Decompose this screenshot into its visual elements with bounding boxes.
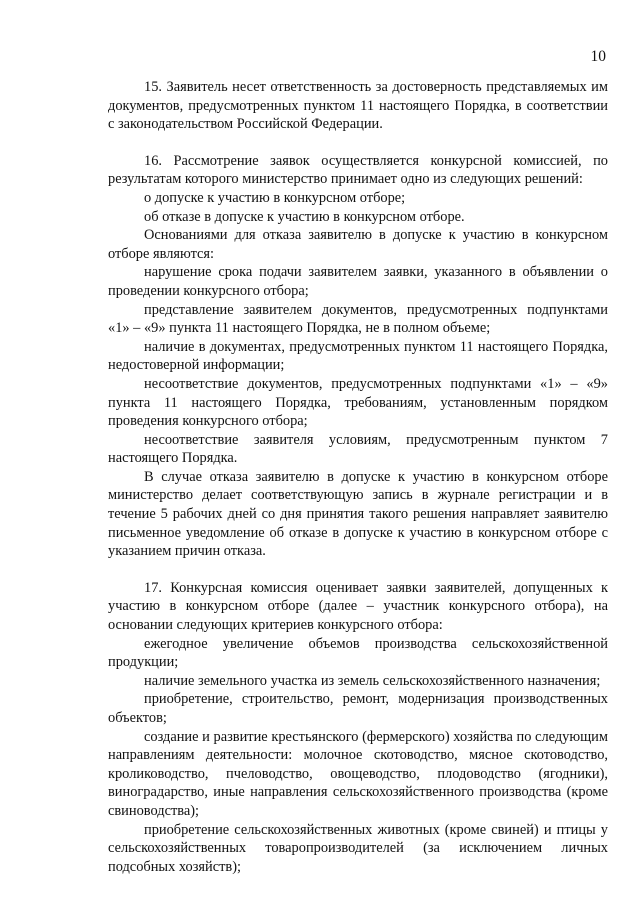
paragraph: о допуске к участию в конкурсном отборе; <box>144 189 406 206</box>
paragraph: нарушение срока подачи заявителем заявки, указанного в объявлении о проведении конкурсного отбора; <box>108 264 608 299</box>
paragraph: 17. Конкурсная комиссия оценивает заявки заявителей, допущенных к участию в конкурсном отборе (далее – участник конкурсного отбора), на основании следующих критериев конкурсного отбора: <box>108 579 608 634</box>
paragraph: 15. Заявитель несет ответственность за достоверность представляемых им документов, предусмотренных пунктом 11 настоящего Порядка, в соответствии с законодательством Российской Федерации. <box>108 79 608 133</box>
paragraph: об отказе в допуске к участию в конкурсном отборе. <box>144 208 465 225</box>
paragraph: наличие в документах, предусмотренных пунктом 11 настоящего Порядка, недостоверной информации; <box>108 338 608 374</box>
paragraph: Основаниями для отказа заявителю в допуске к участию в конкурсном отборе являются: <box>108 227 608 262</box>
paragraph: несоответствие заявителя условиям, предусмотренным пунктом 7 настоящего Порядка. <box>108 431 608 467</box>
document-body <box>108 78 608 876</box>
paragraph: наличие земельного участка из земель сельскохозяйственного назначения; <box>144 672 601 689</box>
paragraph: В случае отказа заявителю в допуске к участию в конкурсном отборе министерство делает соответствующую запись в журнале регистрации и в течение 5 рабочих дней со дня принятия такого решения направляет заявителю письменное уведомление об отказе в допуске к участию в конкурсном отборе с указанием причин отказа. <box>108 468 608 560</box>
paragraph: создание и развитие крестьянского (фермерского) хозяйства по следующим направлениям деятельности: молочное скотоводство, мясное скотоводство, кролиководство, пчеловодство, овощеводство, плодоводство (ягодники), виноградарство, иные направления сельскохозяйственного производства (кроме свиноводства); <box>108 728 608 819</box>
page-number: 10 <box>590 48 606 65</box>
paragraph: 16. Рассмотрение заявок осуществляется конкурсной комиссией, по результатам которого министерство принимает одно из следующих решений: <box>108 152 608 188</box>
paragraph: приобретение сельскохозяйственных животных (кроме свиней) и птицы у сельскохозяйственных товаропроизводителей (за исключением личных подсобных хозяйств); <box>108 821 608 875</box>
paragraph: несоответствие документов, предусмотренных подпунктами «1» – «9» пункта 11 настоящего Порядка, требованиям, установленным порядком проведения конкурсного отбора; <box>108 375 608 430</box>
paragraph: приобретение, строительство, ремонт, модернизация производственных объектов; <box>108 691 608 726</box>
paragraph: ежегодное увеличение объемов производства сельскохозяйственной продукции; <box>108 635 608 671</box>
paragraph: представление заявителем документов, предусмотренных подпунктами «1» – «9» пункта 11 настоящего Порядка, не в полном объеме; <box>108 301 608 337</box>
